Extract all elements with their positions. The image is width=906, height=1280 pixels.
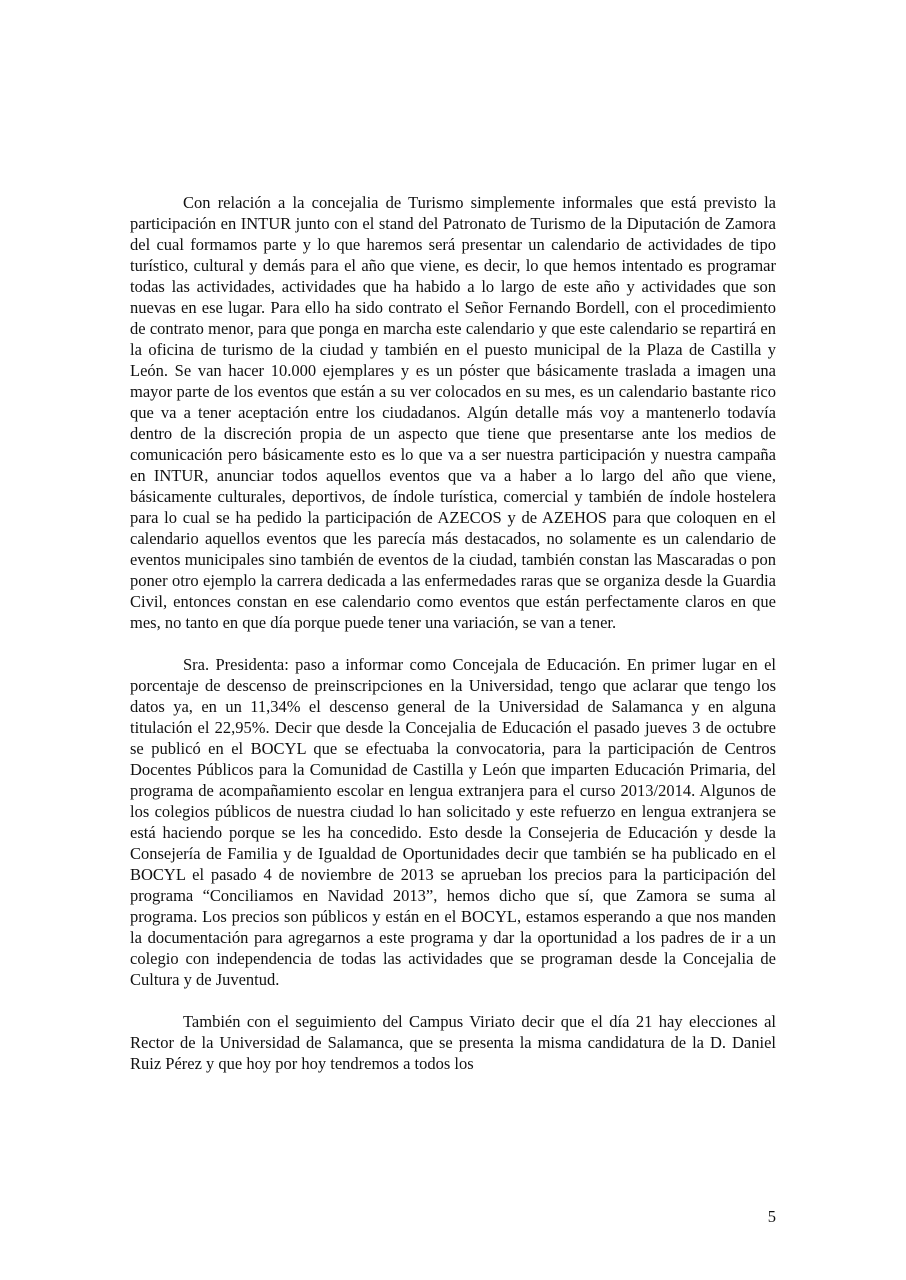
document-body xyxy=(130,192,776,1074)
page-number: 5 xyxy=(767,1207,776,1226)
paragraph-educacion: Sra. Presidenta: paso a informar como Concejala de Educación. En primer lugar en el porcentaje de descenso de preinscripciones en la Universidad, tengo que aclarar que tengo los datos ya, en un 11,34% el descenso general de la Universidad de Salamanca y en alguna titulación el 22,95%. Decir que desde la Concejalia de Educación el pasado jueves 3 de octubre se publicó en el BOCYL que se efectuaba la convocatoria, para la participación de Centros Docentes Públicos para la Comunidad de Castilla y León que imparten Educación Primaria, del programa de acompañamiento escolar en lengua extranjera para el curso 2013/2014. Algunos de los colegios públicos de nuestra ciudad lo han solicitado y este refuerzo en lengua extranjera se está haciendo porque se les ha concedido. Esto desde la Consejeria de Educación y desde la Consejería de Familia y de Igualdad de Oportunidades decir que también se ha publicado en el BOCYL el pasado 4 de noviembre de 2013 se aprueban los precios para la participación del programa “Conciliamos en Navidad 2013”, hemos dicho que sí, que Zamora se suma al programa. Los precios son públicos y están en el BOCYL, estamos esperando a que nos manden la documentación para agregarnos a este programa y dar la oportunidad a los padres de ir a un colegio con independencia de todas las actividades que se programan desde la Concejalia de Cultura y de Juventud. xyxy=(130,655,776,989)
paragraph-turismo: Con relación a la concejalia de Turismo simplemente informales que está previsto la participación en INTUR junto con el stand del Patronato de Turismo de la Diputación de Zamora del cual formamos parte y lo que haremos será presentar un calendario de actividades de tipo turístico, cultural y demás para el año que viene, es decir, lo que hemos intentado es programar todas las actividades, actividades que ha habido a lo largo de este año y actividades que son nuevas en ese lugar. Para ello ha sido contrato el Señor Fernando Bordell, con el procedimiento de contrato menor, para que ponga en marcha este calendario y que este calendario se repartirá en la oficina de turismo de la ciudad y también en el puesto municipal de la Plaza de Castilla y León. Se van hacer 10.000 ejemplares y es un póster que básicamente traslada a imagen una mayor parte de los eventos que están a su ver colocados en su mes, es un calendario bastante rico que va a tener aceptación entre los ciudadanos. Algún detalle más voy a mantenerlo todavía dentro de la discreción propia de un aspecto que tiene que presentarse ante los medios de comunicación pero básicamente esto es lo que va a ser nuestra participación y nuestra campaña en INTUR, anunciar todos aquellos eventos que va a haber a lo largo del año que viene, básicamente culturales, deportivos, de índole turística, comercial y también de índole hostelera para lo cual se ha pedido la participación de AZECOS y de AZEHOS para que coloquen en el calendario aquellos eventos que les parecía más destacados, no solamente es un calendario de eventos municipales sino también de eventos de la ciudad, también constan las Mascaradas o pon poner otro ejemplo la carrera dedicada a las enfermedades raras que se organiza desde la Guardia Civil, entonces constan en ese calendario como eventos que están perfectamente claros en que mes, no tanto en que día porque puede tener una variación, se van a tener. xyxy=(130,193,776,632)
paragraph-campus-viriato: También con el seguimiento del Campus Viriato decir que el día 21 hay elecciones al Rector de la Universidad de Salamanca, que se presenta la misma candidatura de la D. Daniel Ruiz Pérez y que hoy por hoy tendremos a todos los xyxy=(130,1012,776,1073)
